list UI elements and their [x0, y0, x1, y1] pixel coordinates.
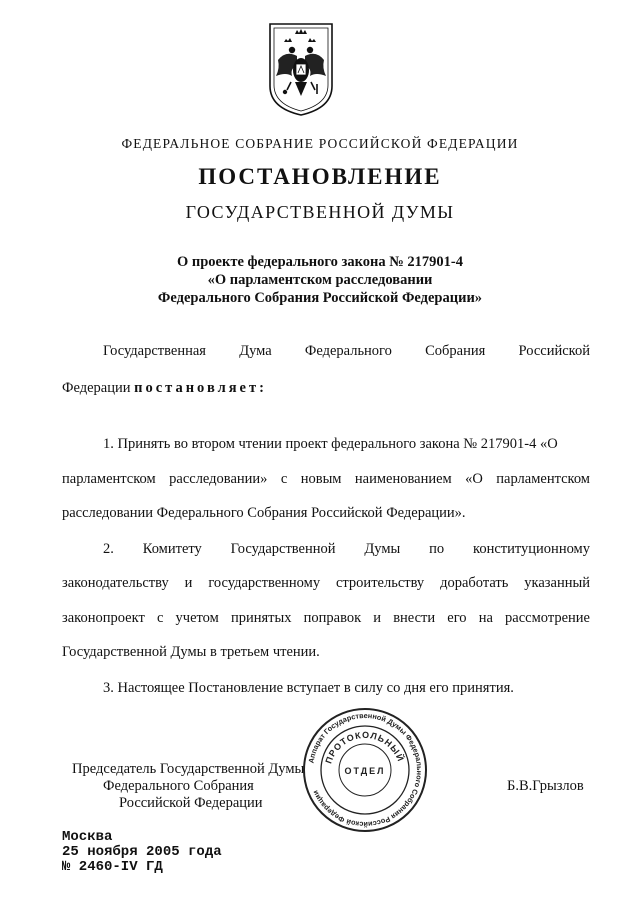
document-type-title: ПОСТАНОВЛЕНИЕ — [198, 164, 442, 189]
official-round-stamp — [300, 705, 430, 835]
paragraph-2-line-3: законопроект с учетом принятых поправок и внести его на рассмотрение — [62, 610, 590, 626]
document-number: № 2460-IV ГД — [62, 859, 163, 875]
paragraph-2-word: конституционному — [473, 541, 590, 557]
subject-line-1: О проекте федерального закона № 217901-4 — [176, 254, 464, 270]
paragraph-2-line-4: Государственной Думы в третьем чтении. — [62, 644, 320, 660]
signatory-name: Б.В.Грызлов — [507, 778, 584, 794]
stamp-center-text: ОТДЕЛ — [344, 766, 386, 776]
stamp-outer-text: Аппарат Государственной Думы Федерального Собрания Российской Федерации — [306, 710, 425, 830]
paragraph-2-word: по — [429, 541, 445, 557]
issuer-heading: ГОСУДАРСТВЕННОЙ ДУМЫ — [185, 202, 455, 222]
preamble-word: Собрания — [425, 343, 486, 359]
paragraph-3: 3. Настоящее Постановление вступает в силу со дня его принятия. — [103, 680, 514, 696]
paragraph-2-word: 2. — [103, 541, 114, 557]
paragraph-2-word: Государственной — [230, 541, 336, 557]
preamble-word: Государственная — [103, 343, 206, 359]
paragraph-2-line-2: законодательству и государственному строительству доработать указанный — [62, 575, 590, 591]
assembly-heading: ФЕДЕРАЛЬНОЕ СОБРАНИЕ РОССИЙСКОЙ ФЕДЕРАЦИИ — [121, 136, 519, 151]
preamble-word: Федерального — [304, 343, 392, 359]
preamble-line-2 — [62, 380, 267, 397]
paragraph-2-word: Комитету — [142, 541, 202, 557]
preamble-word: Дума — [239, 343, 272, 359]
signatory-title-line-1: Председатель Государственной Думы — [72, 761, 305, 777]
signatory-title-line-3: Российской Федерации — [119, 795, 263, 811]
paragraph-1-line-3: расследовании Федерального Собрания Российской Федерации». — [62, 505, 466, 521]
stamp-inner-text: ПРОТОКОЛЬНЫЙ — [323, 729, 406, 765]
preamble-line-1 — [103, 343, 590, 360]
preamble-federation: Федерации — [62, 380, 131, 396]
resolves-word: постановляет: — [134, 380, 267, 396]
coat-of-arms-emblem — [266, 20, 336, 118]
issue-city: Москва — [62, 829, 113, 845]
paragraph-2-line-1 — [103, 541, 590, 558]
signatory-title-line-2: Федерального Собрания — [103, 778, 254, 794]
paragraph-1-line-1: 1. Принять во втором чтении проект федерального закона № 217901-4 «О — [103, 436, 558, 452]
paragraph-2-word: Думы — [364, 541, 401, 557]
issue-date: 25 ноября 2005 года — [62, 844, 222, 860]
paragraph-1-line-2: парламентском расследовании» с новым наименованием «О парламентском — [62, 471, 590, 487]
preamble-word: Российской — [518, 343, 590, 359]
subject-line-3: Федерального Собрания Российской Федерации» — [157, 290, 483, 306]
subject-line-2: «О парламентском расследовании — [207, 272, 433, 288]
